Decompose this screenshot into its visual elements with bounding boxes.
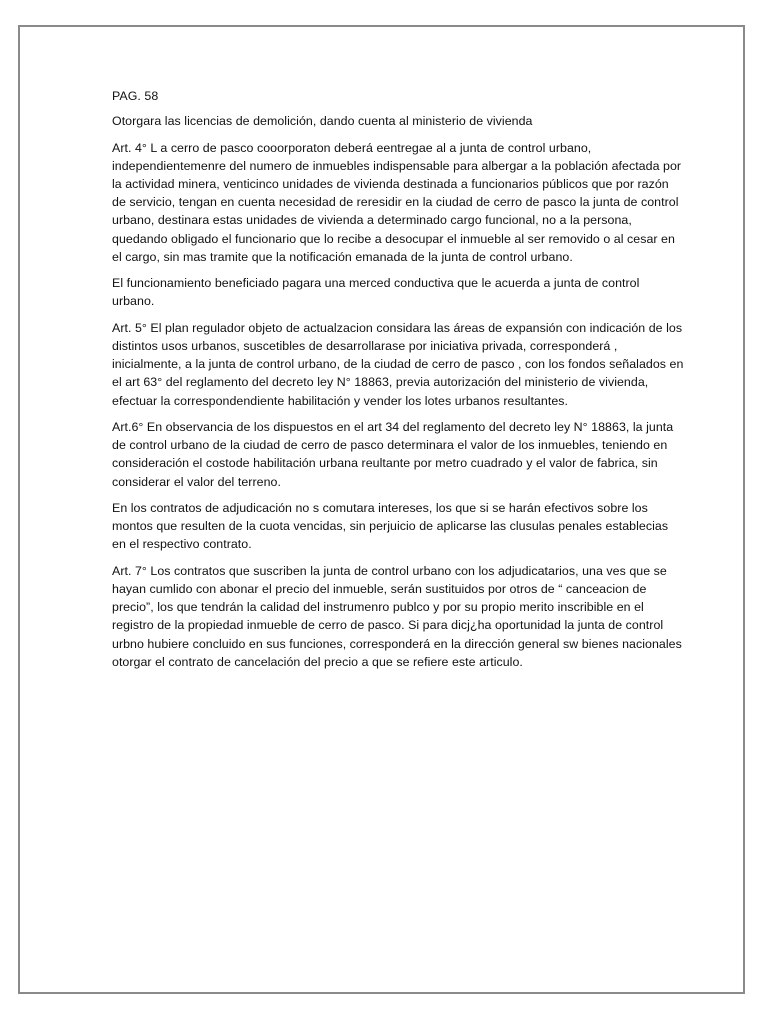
document-body [112, 87, 684, 679]
page-number-header: PAG. 58 [112, 89, 159, 103]
paragraph-art-7: Art. 7° Los contratos que suscriben la junta de control urbano con los adjudicatarios, una ves que se hayan cumlido con abonar el precio del inmueble, serán sustituidos por otros de “ canceacion de precio”, los que tendrán la calidad del instrumenro publco y por su propio merito inscribible en el registro de la propiedad inmueble de cerro de pasco. Si para dicj¿ha oportunidad la junta de control urbno hubiere concluido en sus funciones, corresponderá en la dirección general sw bienes nacionales otorgar el contrato de cancelación del precio a que se refiere este articulo. [112, 563, 682, 669]
paragraph-art-6: Art.6° En observancia de los dispuestos en el art 34 del reglamento del decreto ley N° 18863, la junta de control urbano de la ciudad de cerro de pasco determinara el valor de los inmuebles, teniendo en consideración el costode habilitación urbana reultante por metro cuadrado y el valor de fabrica, sin considerar el valor del terreno. [112, 420, 674, 489]
paragraph-funcionamiento: El funcionamiento beneficiado pagara una merced conductiva que le acuerda a junta de control urbano. [112, 276, 640, 309]
document-page [18, 25, 745, 994]
paragraph-contratos: En los contratos de adjudicación no s comutara intereses, los que si se harán efectivos sobre los montos que resulten de la cuota vencidas, sin perjuicio de aplicarse las clusulas penales establecias en el respectivo contrato. [112, 501, 669, 552]
paragraph-intro: Otorgara las licencias de demolición, dando cuenta al ministerio de vivienda [112, 114, 533, 129]
paragraph-art-5: Art. 5° El plan regulador objeto de actualzacion considara las áreas de expansión con indicación de los distintos usos urbanos, suscetibles de desarrollarase por iniciativa privada, corresponderá , inicialmente, a la junta de control urbano, de la ciudad de cerro de pasco , con los fondos señalados en el art 63° del reglamento del decreto ley N° 18863, previa autorización del ministerio de vivienda, efectuar la correspondendiente habilitación y vender los lotes urbanos resultantes. [112, 320, 684, 408]
paragraph-art-4: Art. 4° L a cerro de pasco cooorporaton deberá eentregae al a junta de control urbano, independientemenre del numero de inmuebles indispensable para albergar a la población afectada por la actividad minera, venticinco unidades de vivienda destinada a funcionarios públicos que por razón de servicio, tengan en cuenta necesidad de reresidir en la ciudad de cerro de pasco la junta de control urbano, destinara estas unidades de vivienda a determinado cargo funcional, no a la persona, quedando obligado el funcionario que lo recibe a desocupar el inmueble al ser removido o al cesar en el cargo, sin mas tramite que la notificación emanada de la junta de control urbano. [112, 140, 682, 264]
